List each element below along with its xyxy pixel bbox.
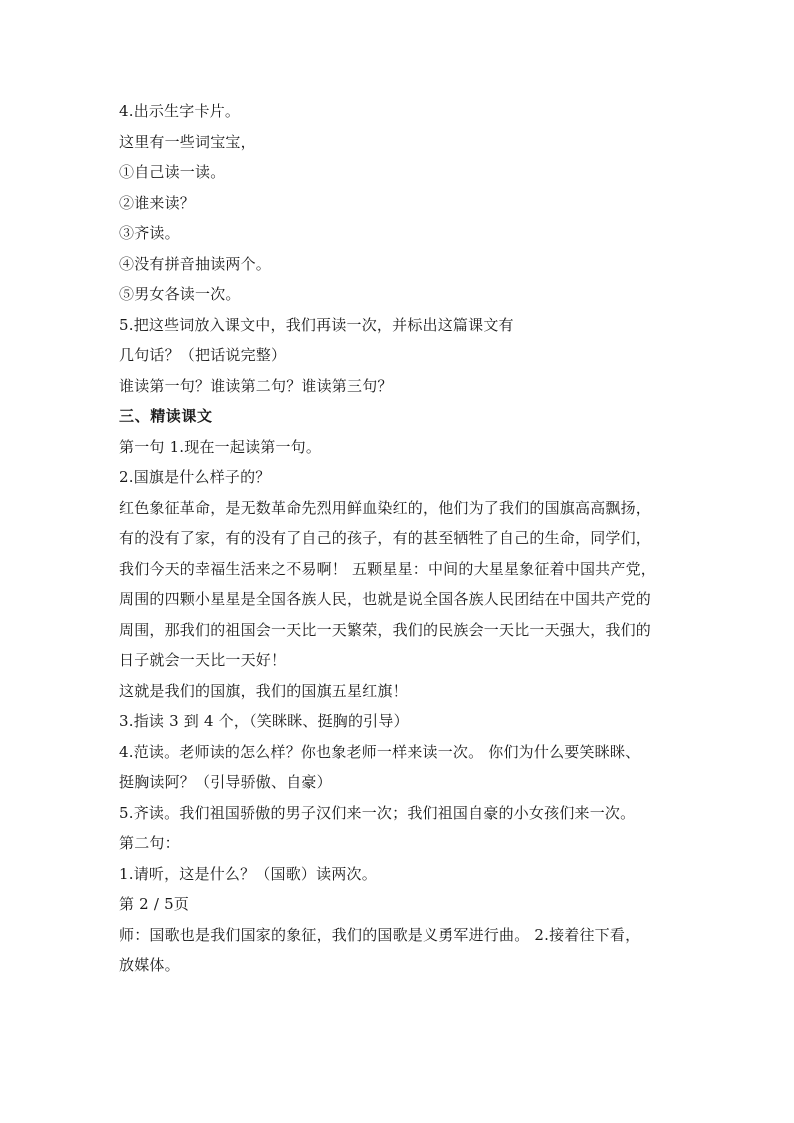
text-line: 挺胸读阿？（引导骄傲、自豪） [119,773,332,791]
text-line: 5.把这些词放入课文中，我们再读一次，并标出这篇课文有 [119,315,514,334]
text-line: 周围的四颗小星星是全国各族人民，也就是说全国各族人民团结在中国共产党的 [119,590,652,608]
text-line: 放媒体。 [119,956,180,974]
text-line: 4.出示生字卡片。 [119,102,241,120]
text-line: ③齐读。 [119,224,180,242]
page-number: 第 2 / 5页 [119,895,190,913]
document-page [119,96,679,981]
text-line: 第二句： [119,834,180,852]
text-line: 有的没有了家，有的没有了自己的孩子，有的甚至牺牲了自己的生命，同学们， [119,529,652,547]
text-line: 师：国歌也是我们国家的象征，我们的国歌是义勇军进行曲。 2.接着往下看， [119,925,641,944]
text-line: ①自己读一读。 [119,163,226,181]
text-line: 这里有一些词宝宝， [119,132,256,151]
text-line: 1.请听，这是什么？（国歌）读两次。 [119,864,377,883]
text-line: 几句话？（把话说完整） [119,346,287,364]
text-line: ⑤男女各读一次。 [119,285,241,303]
text-line: 谁读第一句？谁读第二句？谁读第三句？ [119,376,393,395]
text-line: 日子就会一天比一天好！ [119,651,287,669]
text-line: ④没有拼音抽读两个。 [119,254,272,273]
text-line: 第一句 1.现在一起读第一句。 [119,437,322,456]
text-line: ②谁来读？ [119,193,196,212]
text-line: 这就是我们的国旗，我们的国旗五星红旗！ [119,681,408,700]
text-line: 周围，那我们的祖国会一天比一天繁荣，我们的民族会一天比一天强大，我们的 [119,620,652,639]
text-line: 红色象征革命，是无数革命先烈用鲜血染红的，他们为了我们的国旗高高飘扬， [119,498,652,517]
text-line: 4.范读。老师读的怎么样？你也象老师一样来读一次。 你们为什么要笑眯眯、 [119,742,641,761]
section-heading: 三、精读课文 [119,407,213,425]
text-line: 2.国旗是什么样子的？ [119,468,271,486]
text-line: 5.齐读。我们祖国骄傲的男子汉们来一次；我们祖国自豪的小女孩们来一次。 [119,803,636,822]
text-line: 3.指读 3 到 4 个，（笑眯眯、挺胸的引导） [119,712,409,730]
text-line: 我们今天的幸福生活来之不易啊！ 五颗星星：中间的大星星象征着中国共产党， [119,559,656,578]
